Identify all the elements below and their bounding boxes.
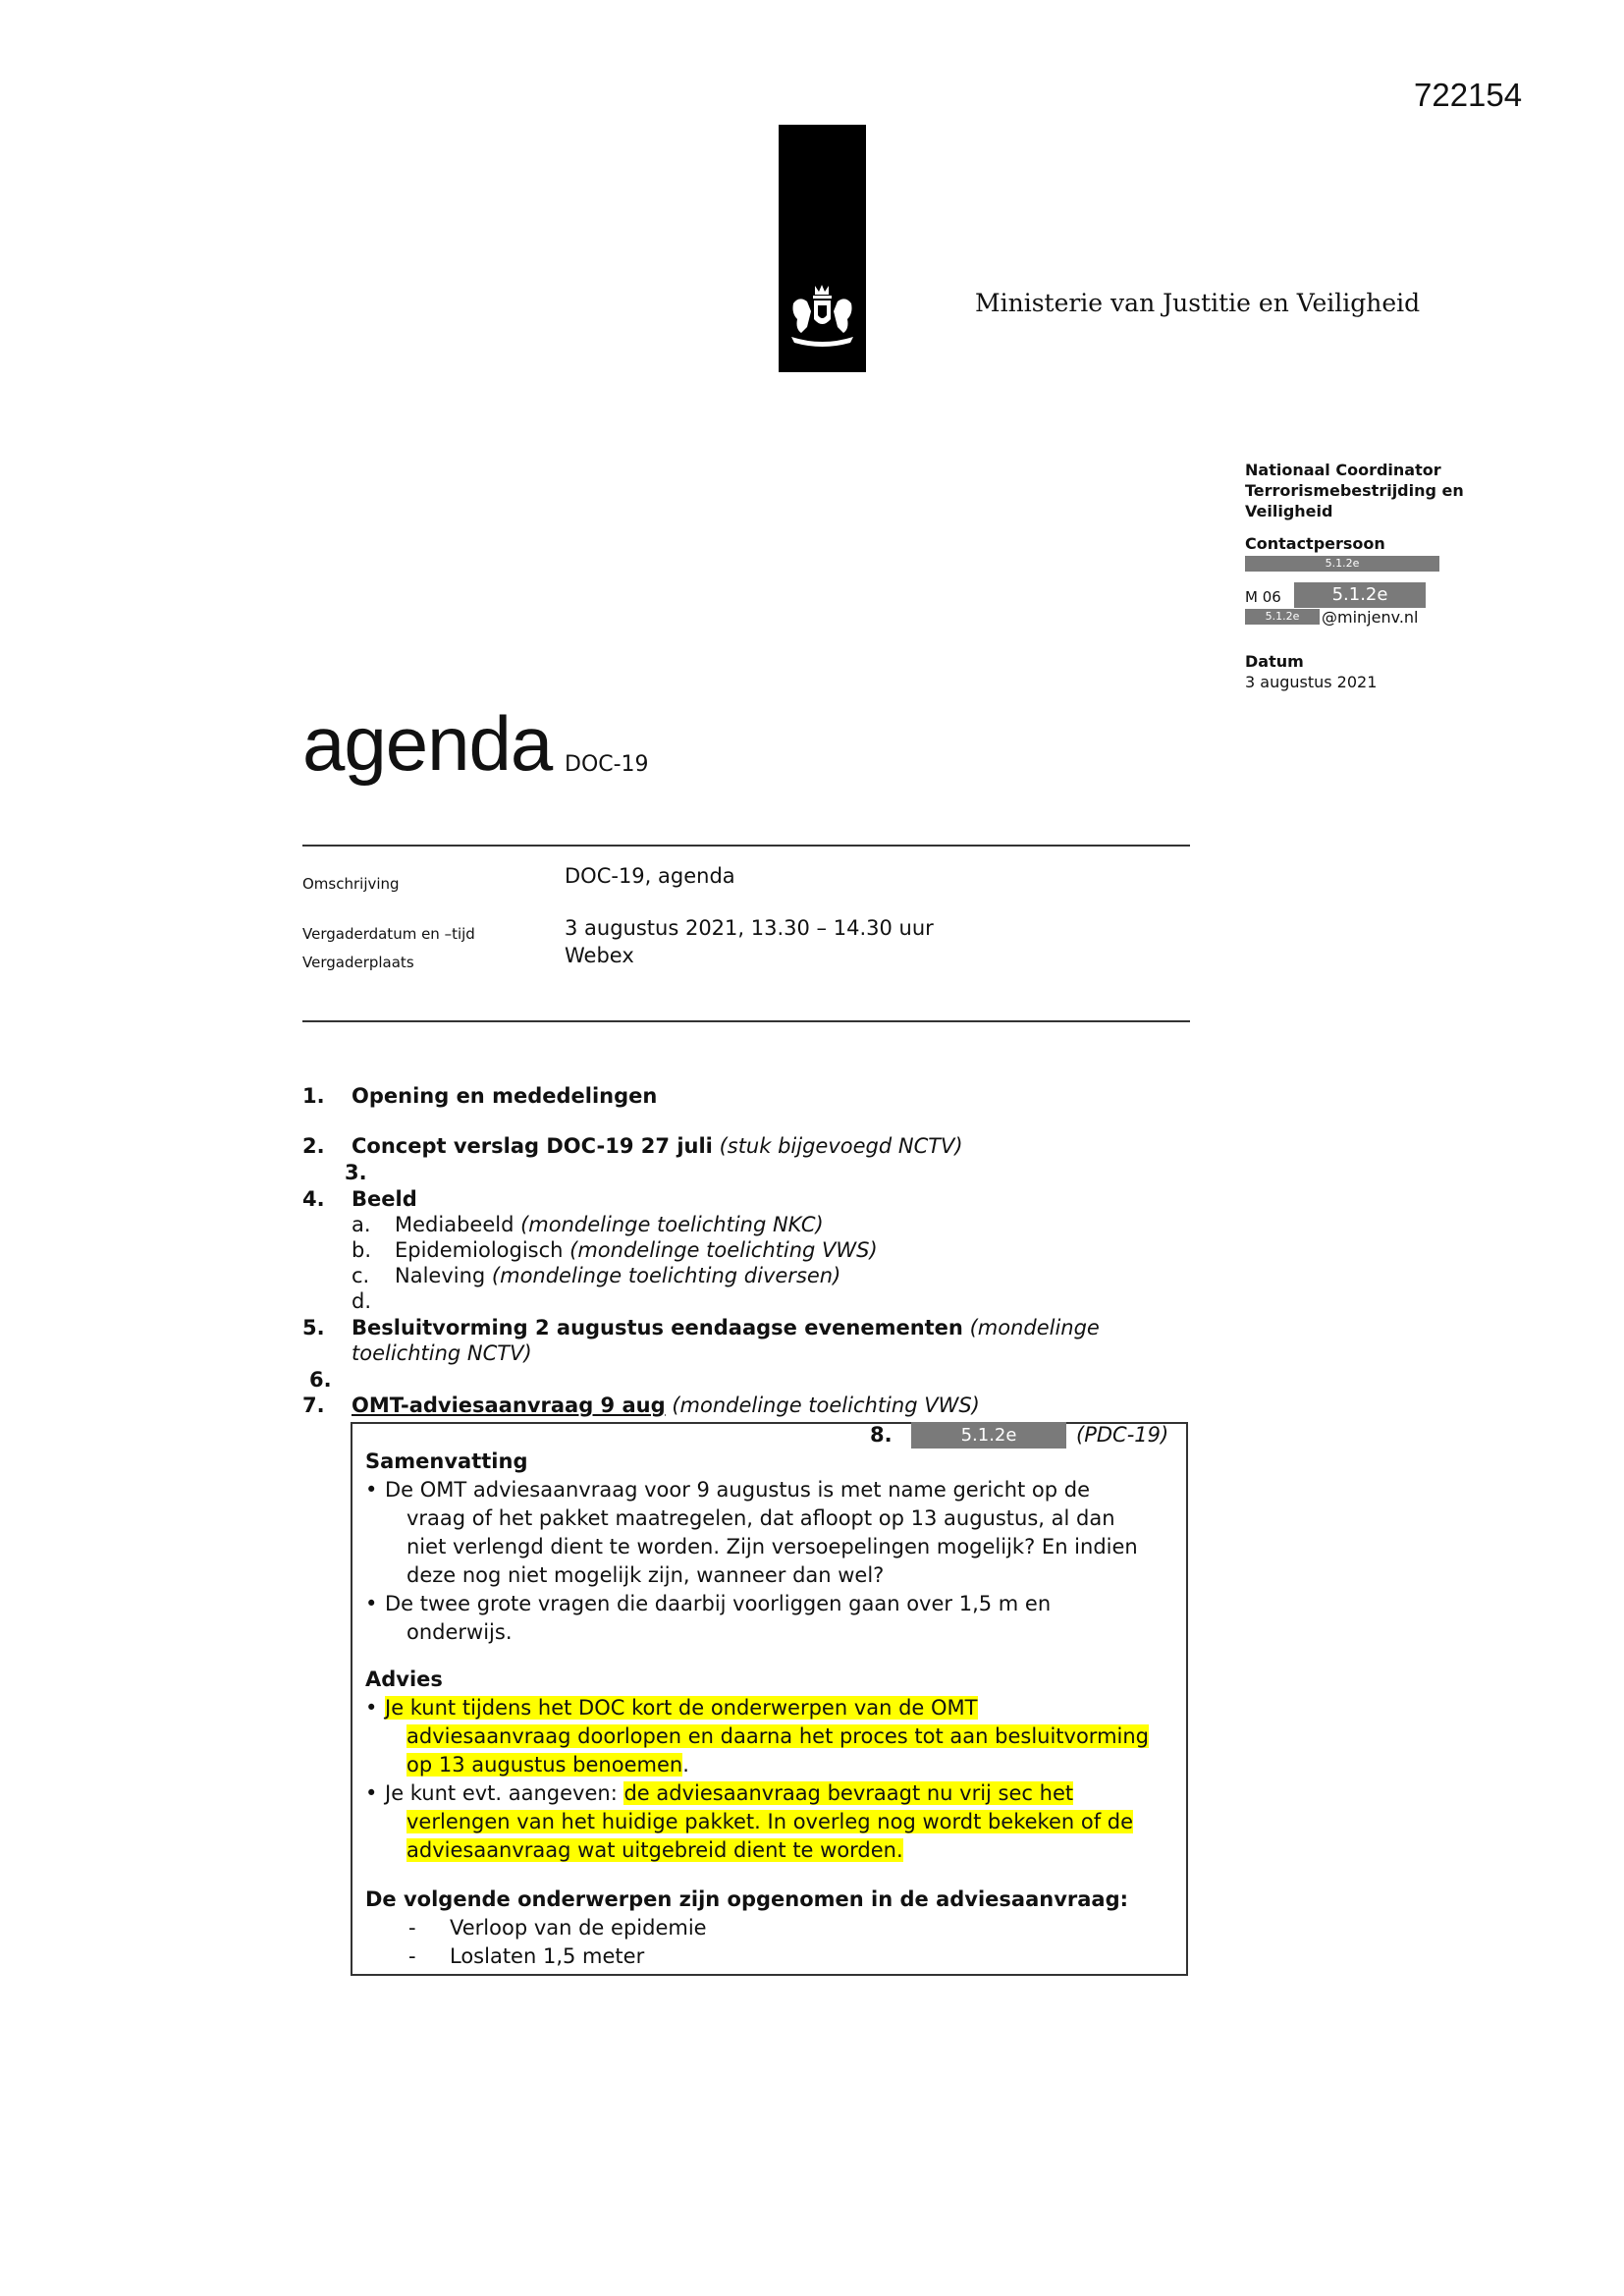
phone-prefix: M 06 (1245, 588, 1281, 606)
agenda-item (352, 1394, 980, 1417)
box-text: . (682, 1753, 689, 1777)
ministry-logo-bar (779, 125, 866, 372)
box-text (406, 1751, 689, 1779)
highlighted-text: de adviesaanvraag bevraagt nu vrij sec het (623, 1781, 1074, 1805)
section-heading: Samenvatting (365, 1449, 528, 1473)
bullet: • (365, 1592, 378, 1615)
redaction-block: 5.1.2e (1245, 609, 1320, 625)
divider (302, 1020, 1190, 1022)
section-heading: Advies (365, 1667, 443, 1691)
sub-item-letter: d. (352, 1289, 372, 1313)
box-text (385, 1779, 1073, 1808)
box-text: niet verlengd dient te worden. Zijn versoepelingen mogelijk? En indien (406, 1535, 1138, 1558)
sub-item-note: (mondelinge toelichting diversen) (491, 1264, 841, 1287)
section-heading: De volgende onderwerpen zijn opgenomen in de adviesaanvraag: (365, 1887, 1129, 1911)
sub-item-text: Mediabeeld (395, 1213, 514, 1236)
agenda-item-title: OMT-adviesaanvraag 9 aug (352, 1394, 666, 1417)
list-dash: - (408, 1944, 416, 1968)
agenda-item-number: 1. (302, 1084, 325, 1108)
redaction-block: 5.1.2e (1294, 582, 1426, 608)
date-value: 3 augustus 2021 (1245, 673, 1378, 691)
divider (302, 845, 1190, 847)
document-title: agenda (302, 700, 553, 787)
agenda-item-title: Beeld (352, 1187, 417, 1211)
agenda-item-note: (stuk bijgevoegd NCTV) (719, 1134, 963, 1158)
agenda-item-title: Besluitvorming 2 augustus eendaagse evenementen (352, 1316, 963, 1339)
document-number: 722154 (1414, 77, 1523, 113)
org-line: Veiligheid (1245, 502, 1333, 520)
box-text (406, 1722, 1149, 1751)
highlighted-text: adviesaanvraag wat uitgebreid dient te worden. (406, 1838, 903, 1862)
agenda-item-title: Opening en mededelingen (352, 1084, 658, 1108)
list-dash: - (408, 1916, 416, 1940)
bullet: • (365, 1478, 378, 1502)
sub-item (395, 1264, 840, 1287)
highlighted-text: adviesaanvraag doorlopen en daarna het proces tot aan besluitvorming (406, 1724, 1149, 1748)
sub-item-note: (mondelinge toelichting NKC) (520, 1213, 824, 1236)
agenda-item-number: 7. (302, 1394, 325, 1417)
agenda-item-number: 3. (345, 1161, 367, 1184)
highlighted-text: verlengen van het huidige pakket. In overleg nog wordt bekeken of de (406, 1810, 1134, 1833)
agenda-item-number: 4. (302, 1187, 325, 1211)
org-line: Nationaal Coordinator (1245, 461, 1441, 479)
highlighted-text: op 13 augustus benoemen (406, 1753, 683, 1777)
meta-value: Webex (565, 944, 634, 967)
agenda-item-note (1076, 1423, 1168, 1447)
agenda-item-number: 2. (302, 1134, 325, 1158)
coat-of-arms-icon (785, 282, 859, 351)
date-label: Datum (1245, 652, 1304, 671)
agenda-item-note: toelichting NCTV) (352, 1341, 532, 1365)
sub-item (395, 1238, 878, 1262)
agenda-item-note: (mondelinge (969, 1316, 1100, 1339)
ministry-name: Ministerie van Justitie en Veiligheid (975, 289, 1421, 317)
agenda-item-number: 8. (870, 1423, 893, 1447)
contact-label: Contactpersoon (1245, 534, 1385, 553)
box-text: onderwijs. (406, 1620, 513, 1644)
meta-value: DOC-19, agenda (565, 864, 735, 888)
box-text: Je kunt evt. aangeven: (385, 1781, 624, 1805)
box-text (406, 1808, 1133, 1836)
highlighted-text: Je kunt tijdens het DOC kort de onderwerpen van de OMT (385, 1696, 978, 1720)
document-subtitle: DOC-19 (565, 752, 649, 777)
bullet: • (365, 1781, 378, 1805)
agenda-item (352, 1316, 1100, 1339)
sub-item-note: (mondelinge toelichting VWS) (569, 1238, 878, 1262)
agenda-item-note: (PDC-19) (1076, 1423, 1169, 1447)
box-text (385, 1694, 978, 1722)
box-text: deze nog niet mogelijk zijn, wanneer dan wel? (406, 1563, 885, 1587)
redaction-block: 5.1.2e (911, 1422, 1066, 1449)
org-line: Terrorismebestrijding en (1245, 481, 1464, 500)
agenda-item-title: Concept verslag DOC-19 27 juli (352, 1134, 713, 1158)
agenda-item (352, 1134, 963, 1158)
meta-value: 3 augustus 2021, 13.30 – 14.30 uur (565, 916, 934, 940)
sub-item-letter: b. (352, 1238, 372, 1262)
meta-label: Vergaderdatum en –tijd (302, 925, 475, 943)
agenda-item-number: 5. (302, 1316, 325, 1339)
agenda-item-number: 6. (309, 1368, 332, 1392)
box-text: De OMT adviesaanvraag voor 9 augustus is met name gericht op de (385, 1478, 1091, 1502)
email-suffix: @minjenv.nl (1322, 608, 1419, 627)
redaction-block: 5.1.2e (1245, 556, 1439, 572)
box-text: vraag of het pakket maatregelen, dat afloopt op 13 augustus, al dan (406, 1506, 1115, 1530)
agenda-item-note: (mondelinge toelichting VWS) (672, 1394, 980, 1417)
sub-item-text: Epidemiologisch (395, 1238, 564, 1262)
box-text: De twee grote vragen die daarbij voorliggen gaan over 1,5 m en (385, 1592, 1052, 1615)
sub-item-letter: a. (352, 1213, 371, 1236)
agenda-item-note (352, 1341, 532, 1365)
meta-label: Vergaderplaats (302, 954, 414, 971)
sub-item-letter: c. (352, 1264, 370, 1287)
box-text (406, 1836, 903, 1865)
organisation-name (1245, 460, 1490, 521)
list-item: Verloop van de epidemie (450, 1916, 707, 1940)
meta-label: Omschrijving (302, 875, 400, 893)
sub-item (395, 1213, 824, 1236)
bullet: • (365, 1696, 378, 1720)
list-item: Loslaten 1,5 meter (450, 1944, 645, 1968)
sub-item-text: Naleving (395, 1264, 486, 1287)
